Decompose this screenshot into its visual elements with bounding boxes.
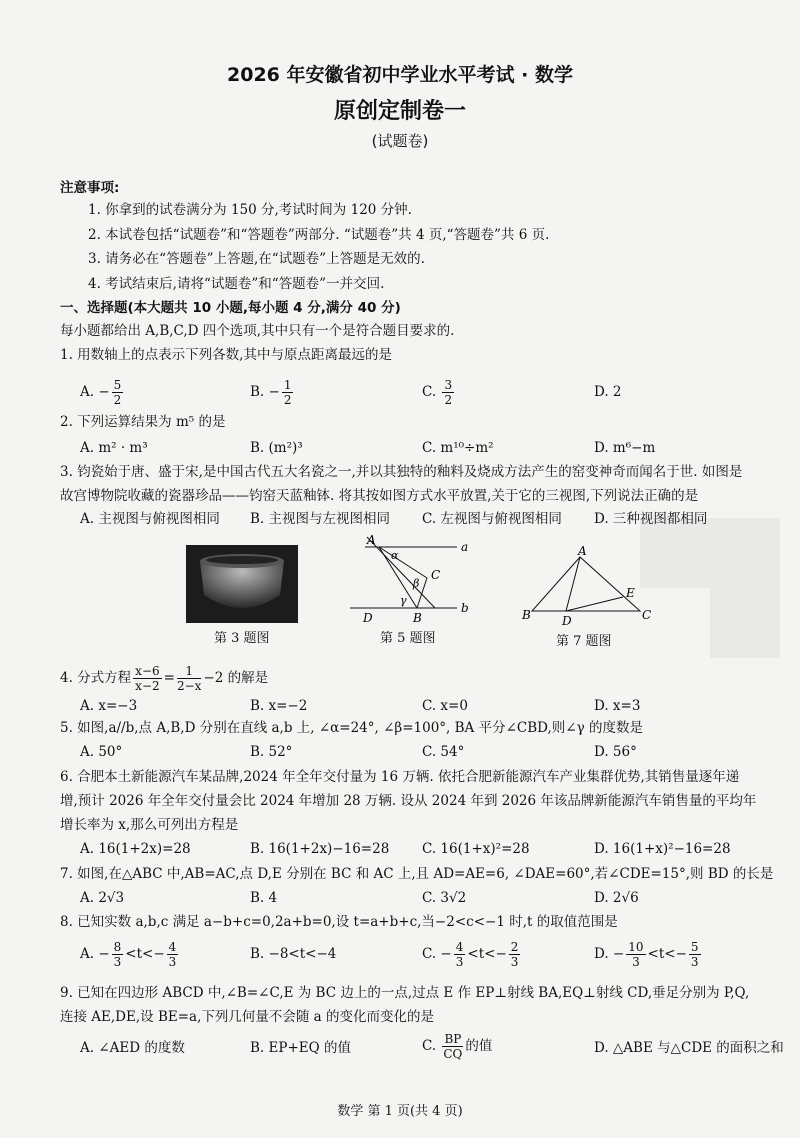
q1-c-prefix: C.: [422, 384, 441, 400]
exam-title: 2026 年安徽省初中学业水平考试 · 数学: [227, 64, 573, 86]
q3-option-c: C. 左视图与俯视图相同: [422, 511, 562, 527]
exam-subtitle: 原创定制卷一: [333, 99, 466, 124]
q7-option-d: D. 2√6: [594, 890, 639, 906]
denominator: CQ: [443, 1047, 463, 1061]
numerator: 5: [113, 378, 122, 392]
q1-option-a: [80, 378, 125, 407]
q9-option-b: B. EP+EQ 的值: [250, 1040, 351, 1056]
label-b: b: [461, 601, 469, 615]
label-gamma: γ: [400, 594, 407, 607]
label-C: C: [431, 568, 441, 582]
fraction: [177, 664, 201, 693]
note-item: 4. 考试结束后,请将“试题卷”和“答题卷”一并交回.: [88, 276, 385, 292]
q3-option-b: B. 主视图与左视图相同: [250, 511, 391, 527]
q8-a-prefix: A. −: [80, 946, 110, 962]
q5-option-a: A. 50°: [80, 744, 123, 760]
label-E: E: [626, 586, 635, 600]
fraction: [133, 664, 161, 693]
q6-line2: 增,预计 2026 年全年交付量会比 2024 年增加 28 万辆. 设从 2024 年到 2026 年该品牌新能源汽车销售量的平均年: [60, 793, 757, 809]
q4-option-a: A. x=−3: [80, 698, 138, 714]
fraction: [442, 1032, 463, 1061]
numerator: 4: [168, 940, 177, 954]
note-item: 3. 请务必在“答题卷”上答题,在“试题卷”上答题是无效的.: [88, 251, 425, 267]
q6-option-c: C. 16(1+x)²=28: [422, 841, 530, 857]
numerator: BP: [444, 1032, 462, 1046]
q8-c-prefix: C. −: [422, 946, 452, 962]
fraction: [282, 378, 294, 407]
q4-stem: [60, 664, 268, 693]
q8-option-d: [594, 940, 703, 969]
q6-option-d: D. 16(1+x)²−16=28: [594, 841, 731, 857]
q3-line1: 3. 钧瓷始于唐、盛于宋,是中国古代五大名瓷之一,并以其独特的釉料及烧成方法产生的窑变神奇而闻名于世. 如图是: [60, 464, 743, 480]
q1-option-c: [422, 378, 456, 407]
q4-option-b: B. x=−2: [250, 698, 308, 714]
denominator: 3: [455, 955, 464, 969]
label-C: C: [642, 608, 652, 622]
denominator: 2−x: [176, 679, 202, 693]
q8-d-prefix: D. −: [594, 946, 625, 962]
q2-option-b: B. (m²)³: [250, 440, 303, 456]
denominator: 3: [168, 955, 177, 969]
numerator: 4: [455, 940, 464, 954]
fraction: [689, 940, 701, 969]
q9-option-c: [422, 1032, 492, 1061]
q4-option-c: C. x=0: [422, 698, 468, 714]
denominator: 3: [113, 955, 122, 969]
label-alpha: α: [391, 549, 399, 562]
bowl-photo: [186, 545, 298, 623]
q9-option-a: A. ∠AED 的度数: [80, 1040, 185, 1056]
q1-option-b: [250, 378, 295, 407]
segment-ac: [379, 547, 427, 578]
note-item: 2. 本试卷包括“试题卷”和“答题卷”两部分. “试题卷”共 4 页,“答题卷”共 6 页.: [88, 227, 550, 243]
section-heading: 一、选择题(本大题共 10 小题,每小题 4 分,满分 40 分): [60, 300, 401, 316]
q6-option-b: B. 16(1+2x)−16=28: [250, 841, 390, 857]
q5-option-c: C. 54°: [422, 744, 465, 760]
q5-option-b: B. 52°: [250, 744, 293, 760]
q1-a-prefix: A. −: [80, 384, 110, 400]
q6-line1: 6. 合肥本土新能源汽车某品牌,2024 年全年交付量为 16 万辆. 依托合肥新能源汽车产业集群优势,其销售量逐年递: [60, 769, 740, 785]
numerator: 2: [510, 940, 519, 954]
q2-option-c: C. m¹⁰÷m²: [422, 440, 494, 456]
q4-stem-suffix: −2 的解是: [203, 670, 269, 686]
q8-option-c: [422, 940, 522, 969]
label-A: A: [367, 533, 376, 547]
fig5-caption: 第 5 题图: [380, 631, 436, 646]
section-instruction: 每小题都给出 A,B,C,D 四个选项,其中只有一个是符合题目要求的.: [60, 323, 455, 339]
q2-option-d: D. m⁶−m: [594, 440, 656, 456]
page-footer: 数学 第 1 页(共 4 页): [337, 1104, 463, 1119]
numerator: 10: [628, 940, 644, 954]
q3-option-a: A. 主视图与俯视图相同: [80, 511, 220, 527]
q5-stem: 5. 如图,a//b,点 A,B,D 分别在直线 a,b 上, ∠α=24°, ∠β=100°, BA 平分∠CBD,则∠γ 的度数是: [60, 720, 643, 736]
denominator: 3: [632, 955, 640, 969]
q8-option-b: B. −8<t<−4: [250, 946, 337, 962]
denominator: 3: [690, 955, 699, 969]
q1-option-d: D. 2: [594, 384, 622, 400]
fraction: [112, 378, 124, 407]
segment-de: [566, 597, 623, 611]
fraction: [167, 940, 179, 969]
q9-c-prefix: C.: [422, 1038, 441, 1054]
numerator: 1: [177, 664, 201, 679]
fig7-caption: 第 7 题图: [556, 634, 612, 649]
q4-option-d: D. x=3: [594, 698, 641, 714]
denominator: 2: [283, 393, 292, 407]
q8-d-middle: <t<−: [647, 946, 687, 962]
numerator: 5: [690, 940, 699, 954]
q7-option-a: A. 2√3: [80, 890, 125, 906]
denominator: 2: [444, 393, 453, 407]
numerator: 8: [113, 940, 122, 954]
q6-line3: 增长率为 x,那么可列出方程是: [60, 817, 239, 833]
note-item: 1. 你拿到的试卷满分为 150 分,考试时间为 120 分钟.: [88, 202, 412, 218]
numerator: 1: [283, 378, 292, 392]
q3-line2: 故宫博物院收藏的瓷器珍品——钧窑天蓝釉钵. 将其按如图方式水平放置,关于它的三视图,下列说法正确的是: [60, 488, 699, 504]
fraction: [112, 940, 124, 969]
denominator: x−2: [135, 679, 160, 693]
q6-option-a: A. 16(1+2x)=28: [80, 841, 191, 857]
fig7-diagram: [520, 545, 655, 627]
q4-stem-prefix: 4. 分式方程: [60, 670, 132, 686]
equals-sign: =: [163, 670, 175, 686]
q8-a-middle: <t<−: [125, 946, 165, 962]
label-A: A: [578, 545, 587, 558]
notes-heading: 注意事项:: [60, 180, 120, 196]
q9-line2: 连接 AE,DE,设 BE=a,下列几何量不会随 a 的变化而变化的是: [60, 1009, 435, 1025]
paper-type: (试题卷): [371, 132, 429, 150]
label-D: D: [562, 614, 572, 627]
q7-stem: 7. 如图,在△ABC 中,AB=AC,点 D,E 分别在 BC 和 AC 上,且 AD=AE=6, ∠DAE=60°,若∠CDE=15°,则 BD 的长是: [60, 866, 774, 882]
q8-c-middle: <t<−: [467, 946, 507, 962]
q7-option-c: C. 3√2: [422, 890, 467, 906]
label-a: a: [461, 540, 469, 554]
q9-c-suffix: 的值: [465, 1038, 493, 1054]
q9-option-d: D. △ABE 与△CDE 的面积之和: [594, 1040, 784, 1056]
q7-option-b: B. 4: [250, 890, 278, 906]
q8-stem: 8. 已知实数 a,b,c 满足 a−b+c=0,2a+b=0,设 t=a+b+c,当−2<c<−1 时,t 的取值范围是: [60, 914, 618, 930]
q2-stem: 2. 下列运算结果为 m⁵ 的是: [60, 414, 226, 430]
denominator: 2: [113, 393, 122, 407]
numerator: 3: [444, 378, 453, 392]
fraction: [442, 378, 454, 407]
q9-line1: 9. 已知在四边形 ABCD 中,∠B=∠C,E 为 BC 边上的一点,过点 E 作 EP⊥射线 BA,EQ⊥射线 CD,垂足分别为 P,Q,: [60, 985, 750, 1001]
label-B: B: [522, 608, 531, 622]
label-beta: β: [413, 577, 420, 590]
denominator: 3: [510, 955, 519, 969]
fraction: [454, 940, 466, 969]
fraction: [509, 940, 521, 969]
triangle-abc: [532, 557, 640, 611]
label-D: D: [363, 611, 373, 625]
label-B: B: [413, 611, 422, 625]
q3-option-d: D. 三种视图都相同: [594, 511, 708, 527]
q5-option-d: D. 56°: [594, 744, 637, 760]
numerator: x−6: [135, 664, 160, 678]
q1-stem: 1. 用数轴上的点表示下列各数,其中与原点距离最远的是: [60, 347, 392, 363]
fig5-diagram: [345, 532, 475, 627]
fig3-caption: 第 3 题图: [214, 631, 270, 646]
q1-b-prefix: B. −: [250, 384, 280, 400]
fraction: [626, 940, 645, 969]
q8-option-a: [80, 940, 180, 969]
q2-option-a: A. m² · m³: [80, 440, 148, 456]
